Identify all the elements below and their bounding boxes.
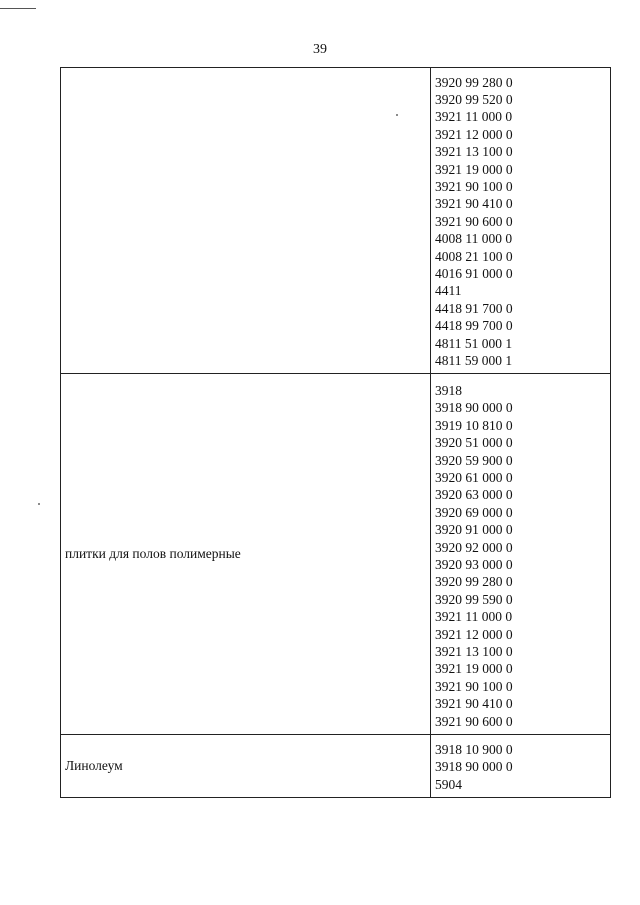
code-item: 3921 90 600 0 [435, 713, 513, 729]
code-item: 3918 90 000 0 [435, 400, 513, 416]
table-row [61, 735, 611, 798]
code-item: 3920 93 000 0 [435, 557, 513, 572]
code-item: 3921 12 000 0 [435, 626, 513, 642]
table-row [61, 68, 611, 374]
code-item: 3920 91 000 0 [435, 522, 513, 538]
product-name-cell: Линолеум [61, 735, 431, 798]
codes-cell [431, 68, 611, 374]
code-item: 3920 59 900 0 [435, 452, 513, 468]
code-item: 3918 [435, 383, 462, 399]
scan-speck [396, 114, 398, 116]
product-name-cell: плитки для полов полимерные [61, 374, 431, 735]
code-item: 3920 69 000 0 [435, 504, 513, 520]
code-item: 3921 90 100 0 [435, 678, 513, 694]
code-item: 4008 11 000 0 [435, 231, 513, 247]
code-item: 3920 92 000 0 [435, 539, 513, 555]
code-item: 3921 90 410 0 [435, 696, 513, 712]
codes-cell [431, 735, 611, 798]
code-item: 3921 11 000 0 [435, 109, 513, 125]
table-row [61, 374, 611, 735]
code-item: 4811 59 000 1 [435, 352, 513, 368]
codes-list [431, 70, 610, 372]
code-item: 3920 63 000 0 [435, 487, 513, 503]
code-item: 3921 12 000 0 [435, 126, 513, 142]
product-codes-table [60, 67, 611, 798]
code-item: 3921 13 100 0 [435, 144, 513, 160]
code-item: 3920 99 590 0 [435, 591, 513, 607]
code-item: 3921 11 000 0 [435, 609, 513, 625]
code-item: 3920 61 000 0 [435, 470, 513, 486]
code-item: 3920 99 520 0 [435, 92, 513, 108]
corner-scan-mark [0, 8, 36, 9]
code-item: 3920 99 280 0 [435, 574, 513, 590]
code-item: 3921 13 100 0 [435, 643, 513, 659]
scan-speck [38, 503, 40, 505]
code-item: 3921 90 100 0 [435, 179, 513, 195]
code-item: 3921 90 600 0 [435, 213, 513, 229]
codes-list [431, 737, 610, 795]
code-item: 4008 21 100 0 [435, 248, 513, 264]
code-item: 4016 91 000 0 [435, 265, 513, 281]
code-item: 4411 [435, 283, 462, 299]
code-item: 3921 19 000 0 [435, 661, 513, 677]
code-item: 4418 99 700 0 [435, 318, 513, 334]
codes-cell [431, 374, 611, 735]
product-name-cell [61, 68, 431, 374]
code-item: 3919 10 810 0 [435, 417, 513, 433]
code-item: 3920 51 000 0 [435, 435, 513, 451]
code-item: 3921 90 410 0 [435, 196, 513, 212]
page-number: 39 [313, 42, 327, 57]
code-item: 4418 91 700 0 [435, 300, 513, 316]
code-item: 4811 51 000 1 [435, 335, 513, 351]
code-item: 3918 10 900 0 [435, 741, 513, 757]
code-item: 3920 99 280 0 [435, 74, 513, 90]
codes-list [431, 376, 610, 732]
code-item: 3921 19 000 0 [435, 161, 513, 177]
code-item: 5904 [435, 776, 462, 792]
code-item: 3918 90 000 0 [435, 759, 513, 775]
